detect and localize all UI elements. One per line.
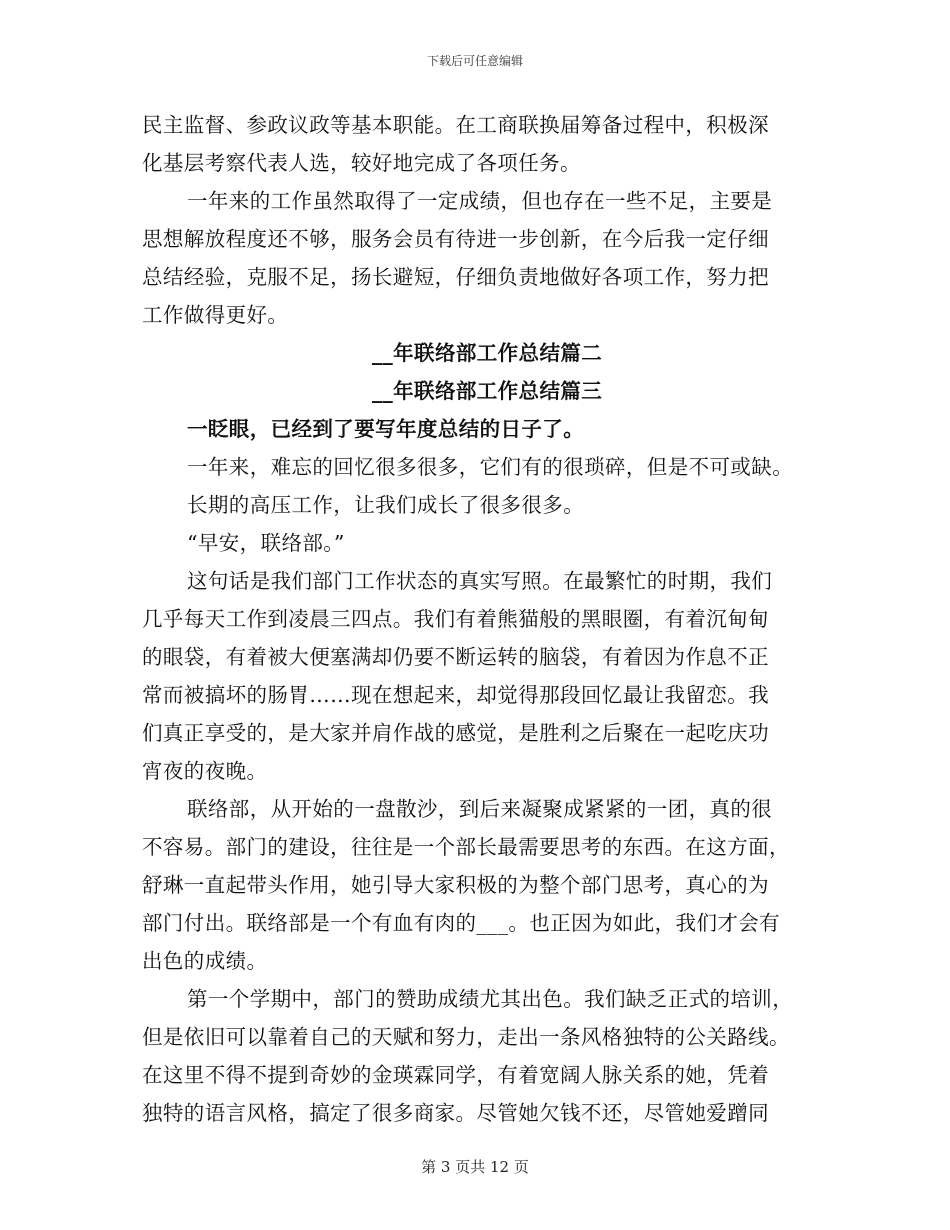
body-line: 常而被搞坏的肠胃……现在想起来，却觉得那段回忆最让我留恋。我 <box>142 683 769 707</box>
body-line: 联络部，从开始的一盘散沙，到后来凝聚成紧紧的一团，真的很 <box>187 797 773 821</box>
body-line: 化基层考察代表人选，较好地完成了各项任务。 <box>142 151 581 175</box>
body-line: 民主监督、参政议政等基本职能。在工商联换届筹备过程中，积极深 <box>142 113 769 137</box>
page-footer: 第 3 页共 12 页 <box>421 1158 529 1176</box>
body-line: 第一个学期中，部门的赞助成绩尤其出色。我们缺乏正式的培训， <box>187 987 794 1011</box>
body-line-bold: 一眨眼，已经到了要写年度总结的日子了。 <box>187 417 585 441</box>
body-line: 出色的成绩。 <box>142 949 268 973</box>
body-line: 舒琳一直起带头作用，她引导大家积极的为整个部门思考，真心的为 <box>142 873 769 897</box>
body-line: 部门付出。联络部是一个有血有肉的___。也正因为如此，我们才会有 <box>142 911 781 935</box>
body-line: 长期的高压工作，让我们成长了很多很多。 <box>187 493 585 517</box>
body-line: 但是依旧可以靠着自己的天赋和努力，走出一条风格独特的公关路线。 <box>142 1025 790 1049</box>
body-line: 几乎每天工作到凌晨三四点。我们有着熊猫般的黑眼圈，有着沉甸甸 <box>142 607 769 631</box>
section-heading: __年联络部工作总结篇三 <box>371 379 603 403</box>
body-line: “早安，联络部。” <box>187 531 345 555</box>
body-line: 一年来的工作虽然取得了一定成绩，但也存在一些不足，主要是 <box>187 189 773 213</box>
body-line: 思想解放程度还不够，服务会员有待进一步创新，在今后我一定仔细 <box>142 227 769 251</box>
body-line: 的眼袋，有着被大便塞满却仍要不断运转的脑袋，有着因为作息不正 <box>142 645 769 669</box>
page-header: 下载后可任意编辑 <box>426 54 523 68</box>
body-line: 一年来，难忘的回忆很多很多，它们有的很琐碎，但是不可或缺。 <box>187 455 794 479</box>
body-line: 工作做得更好。 <box>142 303 289 327</box>
body-line: 在这里不得不提到奇妙的金瑛霖同学，有着宽阔人脉关系的她，凭着 <box>142 1063 769 1087</box>
document-body <box>142 106 812 1132</box>
body-line: 这句话是我们部门工作状态的真实写照。在最繁忙的时期，我们 <box>187 569 773 593</box>
body-line: 们真正享受的，是大家并肩作战的感觉，是胜利之后聚在一起吃庆功 <box>142 721 769 745</box>
body-line: 不容易。部门的建设，往往是一个部长最需要思考的东西。在这方面， <box>142 835 790 859</box>
section-heading: __年联络部工作总结篇二 <box>371 341 603 365</box>
body-line: 宵夜的夜晚。 <box>142 759 268 783</box>
body-line: 独特的语言风格，搞定了很多商家。尽管她欠钱不还，尽管她爱蹭同 <box>142 1101 769 1125</box>
body-line: 总结经验，克服不足，扬长避短，仔细负责地做好各项工作，努力把 <box>142 265 769 289</box>
